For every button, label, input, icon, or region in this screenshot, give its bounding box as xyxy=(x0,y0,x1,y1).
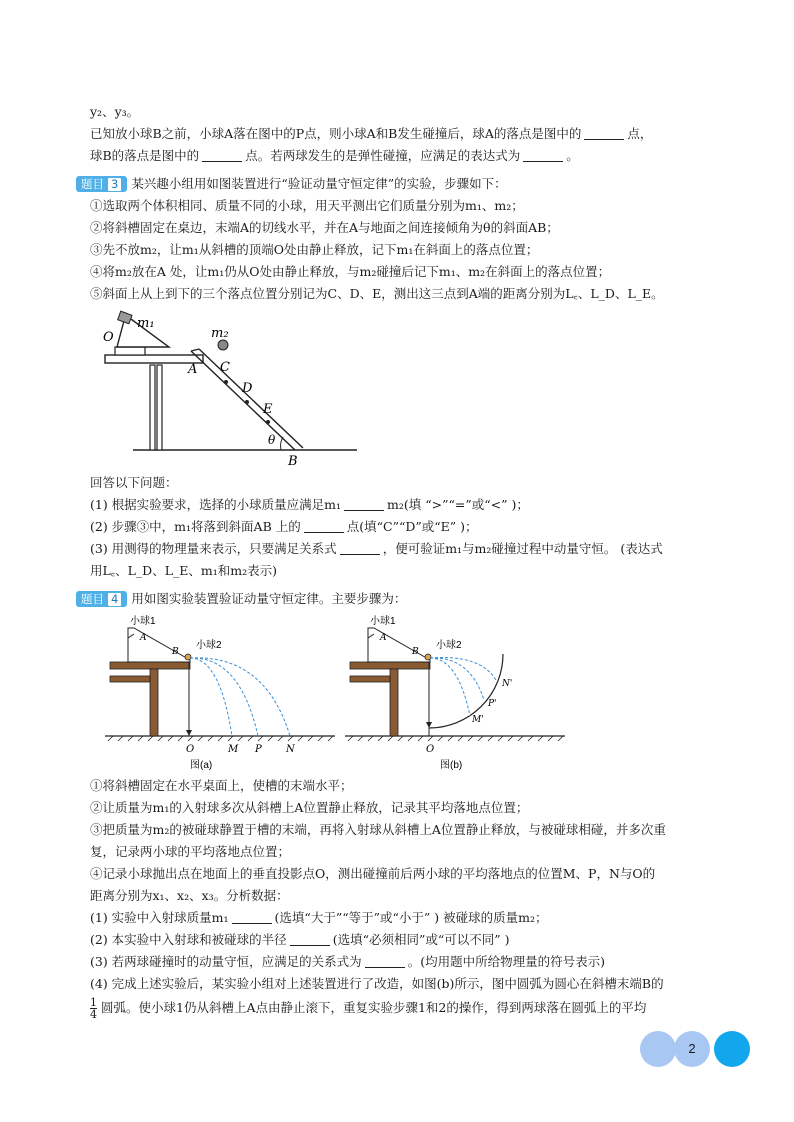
text: 点。若两球发生的是弹性碰撞，应满足的表达式为 xyxy=(245,148,521,163)
label-m1: m₁ xyxy=(137,316,155,331)
label-D: D xyxy=(242,381,253,396)
ground-hatch xyxy=(108,736,333,741)
answer-blank[interactable] xyxy=(202,149,242,162)
text: 距离分别为x₁、x₂、x₃。分析数据： xyxy=(90,888,289,903)
figure-caption-b: 图(b) xyxy=(440,760,463,770)
question-number: 3 xyxy=(107,177,122,192)
q4-step-4 xyxy=(90,866,655,882)
q4-answer-4-cont xyxy=(90,996,646,1020)
text: ③先不放m₂，让m₁从斜槽的顶端O处由静止释放，记下m₁在斜面上的落点位置； xyxy=(90,242,539,257)
ball-2 xyxy=(425,654,431,660)
plumb-arrow xyxy=(426,722,432,728)
top-line-0 xyxy=(90,104,139,120)
q4-figure-a xyxy=(100,610,340,770)
label-m2: m₂ xyxy=(211,326,229,341)
table-rail xyxy=(350,676,390,682)
question-number: 4 xyxy=(107,592,122,607)
label-C: C xyxy=(220,360,230,375)
page-number: 2 xyxy=(674,1031,710,1067)
chute xyxy=(128,628,190,662)
text: 点(填“C”“D”或“E” )； xyxy=(346,519,478,534)
text: (4) 完成上述实验后，某实验小组对上述装置进行了改造，如图(b)所示，图中圆弧为圆心在斜槽末端B的 xyxy=(90,976,664,991)
label-A: A xyxy=(140,633,147,643)
label-B: B xyxy=(412,647,419,657)
label-ball2: 小球2 xyxy=(196,640,222,651)
text: 。(均用题中所给物理量的符号表示) xyxy=(407,954,605,969)
answer-blank[interactable] xyxy=(584,127,624,140)
text: ④记录小球抛出点在地面上的垂直投影点O，测出碰撞前后两小球的平均落地点的位置M、P，N与O的 xyxy=(90,866,656,881)
label-P-prime: P' xyxy=(488,699,497,709)
text: (3) 若两球碰撞时的动量守恒，应满足的关系式为 xyxy=(90,954,362,969)
label-O: O xyxy=(426,744,435,755)
point-E xyxy=(266,420,270,424)
text: ，便可验证m₁与m₂碰撞过程中动量守恒。 (表达式 xyxy=(382,541,663,556)
table-leg xyxy=(390,669,398,736)
q3-answer-2 xyxy=(90,519,478,535)
trajectory-M xyxy=(430,658,470,716)
label-A: A xyxy=(188,362,198,377)
fraction-denominator: 4 xyxy=(90,1008,97,1021)
incline-bottom xyxy=(199,349,303,448)
footer-circle-right xyxy=(714,1031,750,1067)
ball-2 xyxy=(185,654,191,660)
q3-intro xyxy=(76,176,507,192)
answer-blank[interactable] xyxy=(232,911,272,924)
q3-answer-3-cont xyxy=(90,563,277,579)
table-top xyxy=(350,662,430,669)
tag-label: 题目 xyxy=(81,177,104,191)
point-C xyxy=(224,380,228,384)
text: (1) 根据实验要求，选择的小球质量应满足m₁ xyxy=(90,497,342,512)
text: 点， xyxy=(627,126,653,141)
q4-step-3-cont xyxy=(90,844,290,860)
text: 圆弧。使小球1仍从斜槽上A点由静止滚下，重复实验步骤1和2的操作，得到两球落在圆弧上的平均 xyxy=(101,1000,647,1015)
label-M-prime: M' xyxy=(472,715,484,725)
question-tag xyxy=(76,176,127,192)
q4-answer-2 xyxy=(90,932,509,948)
answer-blank[interactable] xyxy=(344,498,384,511)
tag-label: 题目 xyxy=(81,592,104,606)
text: 。 xyxy=(566,148,579,163)
answer-blank[interactable] xyxy=(365,955,405,968)
text: (2) 本实验中入射球和被碰球的半径 xyxy=(90,932,287,947)
label-O: O xyxy=(186,744,195,755)
text: 用L꜀、L_D、L_E、m₁和m₂表示) xyxy=(90,563,277,578)
text: ③把质量为m₂的被碰球静置于槽的末端，再将入射球从斜槽上A位置静止释放，与被碰球相碰，并多次重 xyxy=(90,822,666,837)
label-B: B xyxy=(288,454,298,469)
text: ⑤斜面上从上到下的三个落点位置分别记为C、D、E，测出这三点到A端的距离分别为L꜀、L_D、L_E。 xyxy=(90,286,664,301)
q3-step-4 xyxy=(90,264,610,280)
text: ①选取两个体积相同、质量不同的小球，用天平测出它们质量分别为m₁、m₂； xyxy=(90,198,524,213)
label-M: M xyxy=(228,744,239,755)
q4-step-1 xyxy=(90,778,353,794)
text: (1) 实验中入射球质量m₁ xyxy=(90,910,229,925)
fraction-quarter xyxy=(90,997,97,1020)
trajectory-M xyxy=(190,658,232,736)
q3-step-1 xyxy=(90,198,524,214)
table-leg xyxy=(150,669,158,736)
q3-answer-intro xyxy=(90,475,178,491)
ground-hatch xyxy=(348,736,563,741)
label-A: A xyxy=(380,633,387,643)
answer-blank[interactable] xyxy=(290,933,330,946)
q3-step-3 xyxy=(90,242,538,258)
q3-answer-3 xyxy=(90,541,663,557)
text: 复，记录两小球的平均落地点位置； xyxy=(90,844,291,859)
text: 球B的落点是图中的 xyxy=(90,148,200,163)
q3-step-2 xyxy=(90,220,559,236)
table-top xyxy=(110,662,190,669)
quarter-arc xyxy=(429,654,503,728)
answer-blank[interactable] xyxy=(304,520,344,533)
text: ②让质量为m₁的入射球多次从斜槽上A位置静止释放，记录其平均落地点位置； xyxy=(90,800,529,815)
footer-circle-left xyxy=(640,1031,676,1067)
q4-answer-1 xyxy=(90,910,547,926)
plumb-arrow xyxy=(186,730,192,736)
text: m₂(填 “>”“=”或“<” )； xyxy=(387,497,529,512)
trajectory-P xyxy=(190,658,258,736)
text: y₂、y₃。 xyxy=(90,104,140,119)
trajectory-N xyxy=(430,657,496,680)
label-O: O xyxy=(103,330,114,345)
q4-step-4-cont xyxy=(90,888,289,904)
incline-end xyxy=(191,349,199,351)
text: (2) 步骤③中，m₁将落到斜面AB 上的 xyxy=(90,519,301,534)
q4-answer-3 xyxy=(90,954,605,970)
label-ball2: 小球2 xyxy=(436,640,462,651)
text: 回答以下问题： xyxy=(90,475,178,490)
label-N: N xyxy=(286,744,295,755)
top-line-2 xyxy=(90,148,579,164)
q4-figure-b xyxy=(340,610,570,770)
table-leg-left xyxy=(150,365,155,450)
table-rail xyxy=(110,676,150,682)
text: (3) 用测得的物理量来表示，只要满足关系式 xyxy=(90,541,337,556)
chute-base xyxy=(115,347,145,355)
table-leg-right xyxy=(157,365,162,450)
text: ④将m₂放在A 处，让m₁仍从O处由静止释放，与m₂碰撞后记下m₁、m₂在斜面上的落点位置； xyxy=(90,264,611,279)
text: (选填“大于”“等于”或“小于” ) 被碰球的质量m₂； xyxy=(274,910,548,925)
label-B: B xyxy=(172,647,179,657)
trajectory-P xyxy=(430,658,484,700)
text: 已知放小球B之前，小球A落在图中的P点，则小球A和B发生碰撞后，球A的落点是图中的 xyxy=(90,126,582,141)
text: (选填“必须相同”或“可以不同” ) xyxy=(332,932,510,947)
question-tag xyxy=(76,591,127,607)
ball-m1 xyxy=(118,311,132,324)
label-ball1: 小球1 xyxy=(130,616,156,627)
text: ①将斜槽固定在水平桌面上，使槽的末端水平； xyxy=(90,778,353,793)
figure-caption-a: 图(a) xyxy=(190,760,213,770)
q3-answer-1 xyxy=(90,497,529,513)
text: 某兴趣小组用如图装置进行“验证动量守恒定律”的实验，步骤如下： xyxy=(131,176,507,191)
q4-answer-4 xyxy=(90,976,664,992)
chute xyxy=(368,628,430,662)
point-D xyxy=(245,400,249,404)
label-P: P xyxy=(255,744,262,755)
fraction-numerator: 1 xyxy=(90,996,97,1009)
q4-step-3 xyxy=(90,822,666,838)
text: 用如图实验装置验证动量守恒定律。主要步骤为： xyxy=(131,591,407,606)
label-E: E xyxy=(263,402,273,417)
text: ②将斜槽固定在桌边，末端A的切线水平，并在A与地面之间连接倾角为θ的斜面AB； xyxy=(90,220,559,235)
ball-m2 xyxy=(218,340,228,350)
answer-blank[interactable] xyxy=(523,149,563,162)
label-N-prime: N' xyxy=(502,679,513,689)
q4-intro xyxy=(76,591,406,607)
answer-blank[interactable] xyxy=(340,542,380,555)
q3-incline-figure xyxy=(95,305,370,470)
q3-step-5 xyxy=(90,286,664,302)
incline-top xyxy=(191,351,295,450)
q4-step-2 xyxy=(90,800,528,816)
trajectory-N xyxy=(190,658,290,736)
top-line-1 xyxy=(90,126,652,142)
label-ball1: 小球1 xyxy=(370,616,396,627)
label-theta: θ xyxy=(268,433,276,447)
